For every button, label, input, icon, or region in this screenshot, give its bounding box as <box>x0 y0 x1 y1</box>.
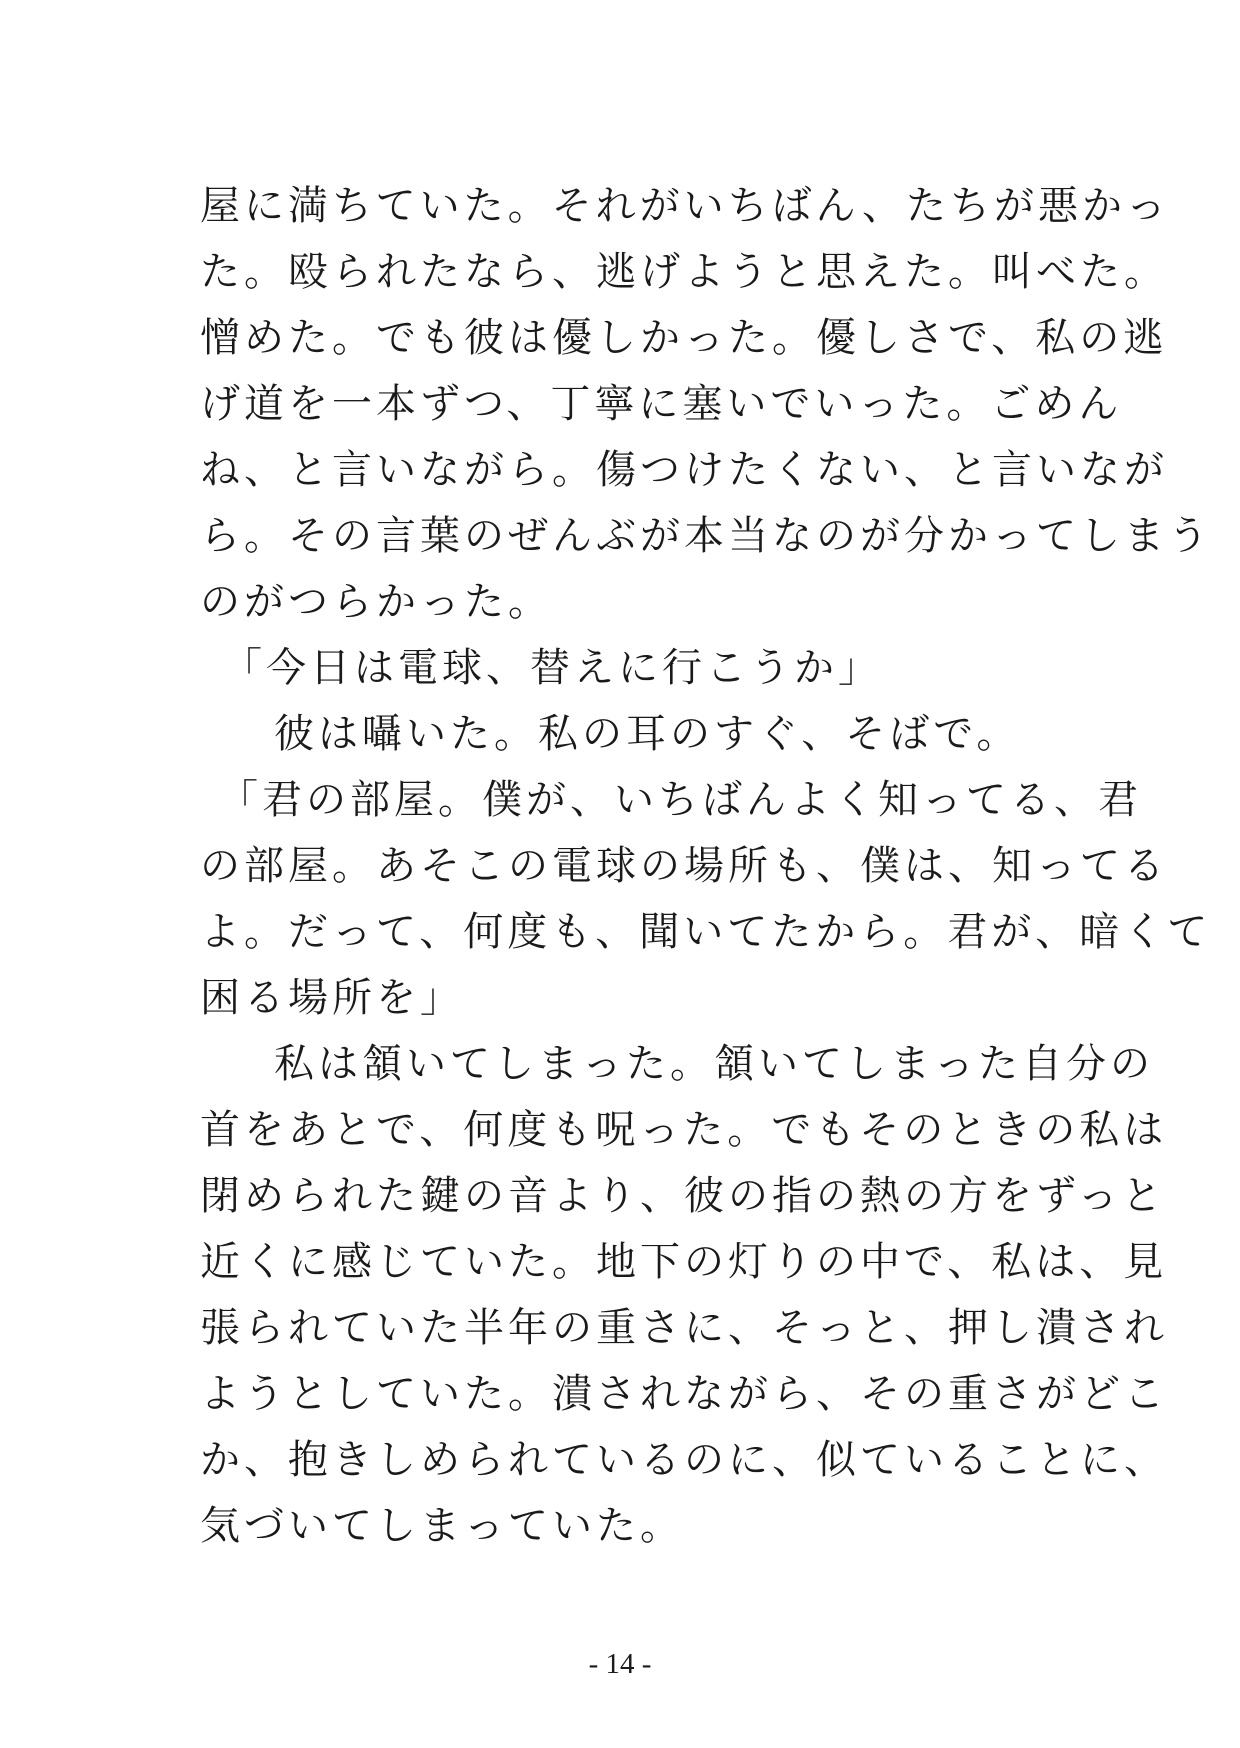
text-line: げ道を一本ずつ、丁寧に塞いでいった。ごめん <box>200 381 1123 427</box>
text-line: 気づいてしまっていた。 <box>200 1503 684 1549</box>
text-line: の部屋。あそこの電球の場所も、僕は、知ってる <box>200 843 1168 889</box>
text-line: 近くに感じていた。地下の灯りの中で、私は、見 <box>200 1239 1168 1285</box>
text-line: か、抱きしめられているのに、似ていることに、 <box>200 1437 1168 1483</box>
dialogue-line: 「君の部屋。僕が、いちばんよく知ってる、君 <box>218 777 1142 823</box>
text-line: 閉められた鍵の音より、彼の指の熱の方をずっと <box>200 1173 1166 1219</box>
text-line: た。殴られたなら、逃げようと思えた。叫べた。 <box>200 249 1168 295</box>
body-text <box>200 173 1212 1559</box>
text-line: 憎めた。でも彼は優しかった。優しさで、私の逃 <box>200 315 1168 361</box>
page-number: - 14 - <box>588 1648 652 1680</box>
text-line: ね、と言いながら。傷つけたくない、と言いなが <box>200 447 1168 493</box>
dialogue-line: 「今日は電球、替えに行こうか」 <box>222 645 882 691</box>
text-line: ようとしていた。潰されながら、その重さがどこ <box>200 1371 1168 1417</box>
text-line: 困る場所を」 <box>200 975 464 1021</box>
text-line: ら。その言葉のぜんぶが本当なのが分かってしまう <box>200 513 1212 559</box>
text-line: 首をあとで、何度も呪った。でもそのときの私は <box>200 1107 1168 1153</box>
text-line: 彼は囁いた。私の耳のすぐ、そばで。 <box>274 711 1021 757</box>
text-line: のがつらかった。 <box>200 579 552 625</box>
text-line: 張られていた半年の重さに、そっと、押し潰され <box>200 1305 1168 1351</box>
text-line: 屋に満ちていた。それがいちばん、たちが悪かっ <box>200 183 1170 229</box>
text-line: 私は頷いてしまった。頷いてしまった自分の <box>274 1041 1154 1087</box>
text-line: よ。だって、何度も、聞いてたから。君が、暗くて <box>200 909 1212 955</box>
